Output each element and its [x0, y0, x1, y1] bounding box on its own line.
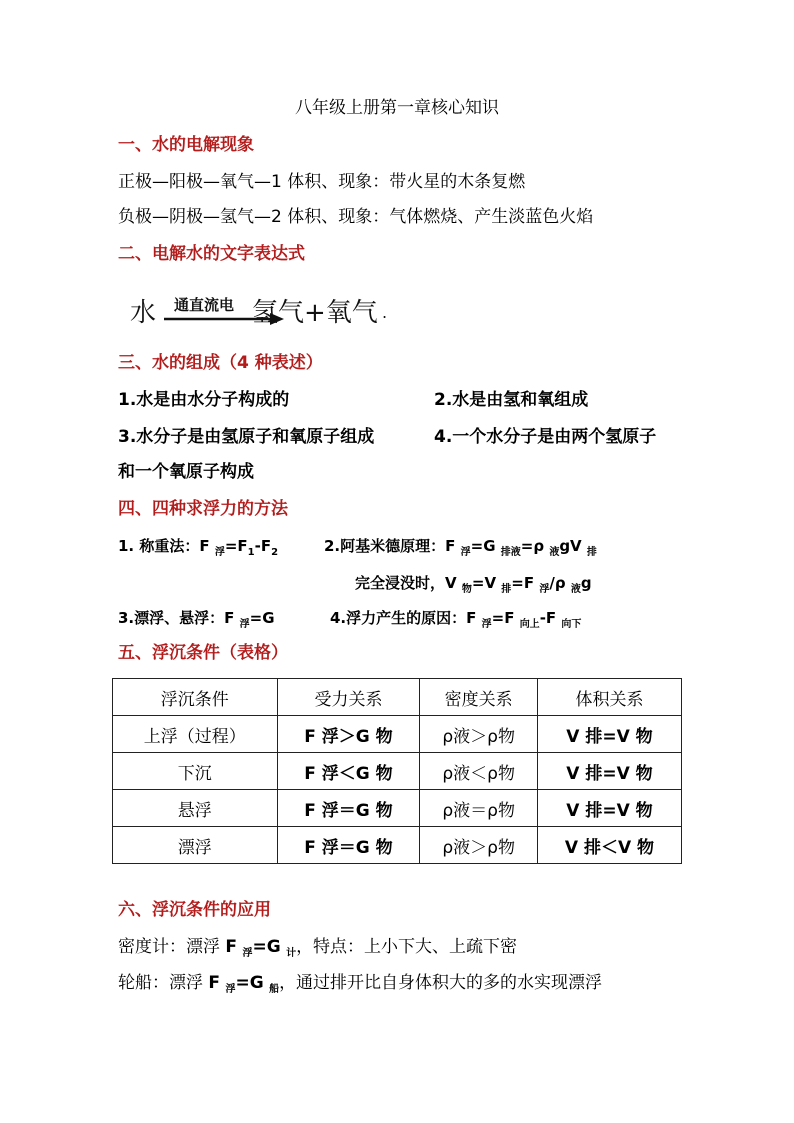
sub-fu: 浮: [239, 619, 250, 630]
table-header-row: [113, 679, 682, 716]
ship-label: 轮船：漂浮: [118, 973, 209, 993]
table-header-cell: 受力关系: [277, 679, 420, 716]
word-equation: [130, 292, 410, 340]
formula-g: G: [249, 973, 264, 993]
formula-g: G: [266, 937, 281, 957]
method-2b-label: 完全浸没时，: [355, 574, 446, 592]
formula-eq: =: [511, 574, 524, 592]
buoyancy-method-2: [324, 534, 597, 561]
section-4-heading: 四、四种求浮力的方法: [118, 499, 288, 519]
table-cell: ρ液＜ρ物: [420, 753, 538, 790]
formula-eq: =: [491, 609, 505, 627]
formula-g-accel: g: [580, 574, 592, 592]
section-5-heading: 五、浮沉条件（表格）: [118, 643, 288, 663]
sub-down: 向下: [561, 619, 582, 630]
formula-eq: =: [224, 537, 238, 555]
section-1-heading: 一、水的电解现象: [118, 135, 254, 155]
sub-fu: 浮: [242, 948, 253, 959]
table-row: [113, 827, 682, 864]
sub-fu: 浮: [214, 547, 225, 558]
application-ship: [118, 971, 602, 998]
composition-item-2: 2.水是由氢和氧组成: [434, 390, 589, 410]
formula-f: F: [466, 609, 477, 627]
sub-paiye: 排液: [500, 547, 521, 558]
section-3-heading: 三、水的组成（4 种表述）: [118, 353, 323, 373]
formula-f2: F: [260, 537, 272, 555]
sub-fu: 浮: [460, 547, 471, 558]
table-cell: F 浮＝G 物: [277, 790, 420, 827]
equation-dot: .: [382, 303, 388, 322]
method-2-label: 2.阿基米德原理：: [324, 537, 446, 555]
table-row: [113, 790, 682, 827]
equation-condition: 通直流电: [174, 296, 235, 314]
composition-item-1: 1.水是由水分子构成的: [118, 390, 290, 410]
formula-v: V: [445, 574, 457, 592]
equation-products: 氢气+氧气: [252, 298, 378, 328]
table-cell: ρ液＞ρ物: [420, 716, 538, 753]
formula-f: F: [199, 537, 210, 555]
composition-item-4: 4.一个水分子是由两个氢原子: [434, 427, 657, 447]
formula-eq: =: [235, 973, 250, 993]
formula-f: F: [225, 937, 238, 957]
table-cell: V 排=V 物: [537, 753, 681, 790]
method-1-label: 1. 称重法：: [118, 537, 200, 555]
hydrometer-tail: ，特点：上小下大、上疏下密: [296, 937, 518, 957]
composition-item-3: 3.水分子是由氢原子和氧原子组成: [118, 427, 375, 447]
formula-eq: =: [249, 609, 263, 627]
buoyancy-method-2-immersed: [355, 571, 592, 598]
table-cell: V 排=V 物: [537, 790, 681, 827]
sub-pai: 排: [586, 547, 597, 558]
table-cell: F 浮＝G 物: [277, 827, 420, 864]
electrolysis-negative-line: 负极—阴极—氢气—2 体积、现象：气体燃烧、产生淡蓝色火焰: [118, 207, 594, 227]
formula-slash: /: [549, 574, 555, 592]
sub-ye: 液: [549, 547, 560, 558]
document-title: 八年级上册第一章核心知识: [295, 98, 499, 118]
table-cell: V 排＜V 物: [537, 827, 681, 864]
table-header-cell: 体积关系: [537, 679, 681, 716]
table-header-cell: 密度关系: [420, 679, 538, 716]
formula-minus: -: [539, 609, 546, 627]
buoyancy-method-4: [330, 606, 581, 633]
formula-rho: ρ: [533, 537, 545, 555]
sub-1: 1: [247, 547, 255, 558]
table-header-cell: 浮沉条件: [113, 679, 278, 716]
table-cell: 漂浮: [113, 827, 278, 864]
sub-ye: 液: [570, 584, 581, 595]
formula-f: F: [445, 537, 456, 555]
formula-g: G: [262, 609, 275, 627]
buoyancy-method-3: [118, 606, 275, 633]
table-cell: 上浮（过程）: [113, 716, 278, 753]
table-cell: F 浮＞G 物: [277, 716, 420, 753]
method-3-label: 3.漂浮、悬浮：: [118, 609, 225, 627]
formula-minus: -: [254, 537, 261, 555]
formula-rho: ρ: [554, 574, 566, 592]
ship-tail: ，通过排开比自身体积大的多的水实现漂浮: [279, 973, 603, 993]
composition-item-4-cont: 和一个氧原子构成: [118, 462, 254, 482]
formula-f: F: [224, 609, 235, 627]
sub-wu: 物: [461, 584, 472, 595]
table-row: [113, 716, 682, 753]
section-6-heading: 六、浮沉条件的应用: [118, 900, 271, 920]
buoyancy-method-1: [118, 534, 278, 561]
formula-g: G: [483, 537, 496, 555]
equation-reactant: 水: [130, 298, 157, 328]
table-cell: 下沉: [113, 753, 278, 790]
formula-eq: =: [470, 537, 484, 555]
formula-f: F: [545, 609, 557, 627]
sub-pai: 排: [501, 584, 512, 595]
table-cell: ρ液＝ρ物: [420, 790, 538, 827]
sub-fu: 浮: [225, 984, 236, 995]
table-cell: F 浮＜G 物: [277, 753, 420, 790]
sub-fu: 浮: [539, 584, 550, 595]
formula-f: F: [504, 609, 515, 627]
formula-eq: =: [252, 937, 267, 957]
electrolysis-positive-line: 正极—阳极—氧气—1 体积、现象：带火星的木条复燃: [118, 172, 526, 192]
formula-f: F: [523, 574, 535, 592]
formula-f1: F: [237, 537, 248, 555]
sub-chuan: 船: [269, 984, 280, 995]
application-hydrometer: [118, 935, 517, 962]
table-cell: ρ液＞ρ物: [420, 827, 538, 864]
table-cell: 悬浮: [113, 790, 278, 827]
table-row: [113, 753, 682, 790]
sub-up: 向上: [519, 619, 540, 630]
sub-ji: 计: [286, 948, 297, 959]
float-sink-table: [112, 678, 682, 864]
section-2-heading: 二、电解水的文字表达式: [118, 244, 305, 264]
formula-v: V: [484, 574, 497, 592]
formula-gv: gV: [559, 537, 582, 555]
table-cell: V 排=V 物: [537, 716, 681, 753]
formula-eq: =: [471, 574, 485, 592]
hydrometer-label: 密度计：漂浮: [118, 937, 226, 957]
formula-f: F: [208, 973, 221, 993]
method-4-label: 4.浮力产生的原因：: [330, 609, 467, 627]
formula-eq: =: [520, 537, 534, 555]
sub-fu: 浮: [481, 619, 492, 630]
sub-2: 2: [271, 547, 279, 558]
